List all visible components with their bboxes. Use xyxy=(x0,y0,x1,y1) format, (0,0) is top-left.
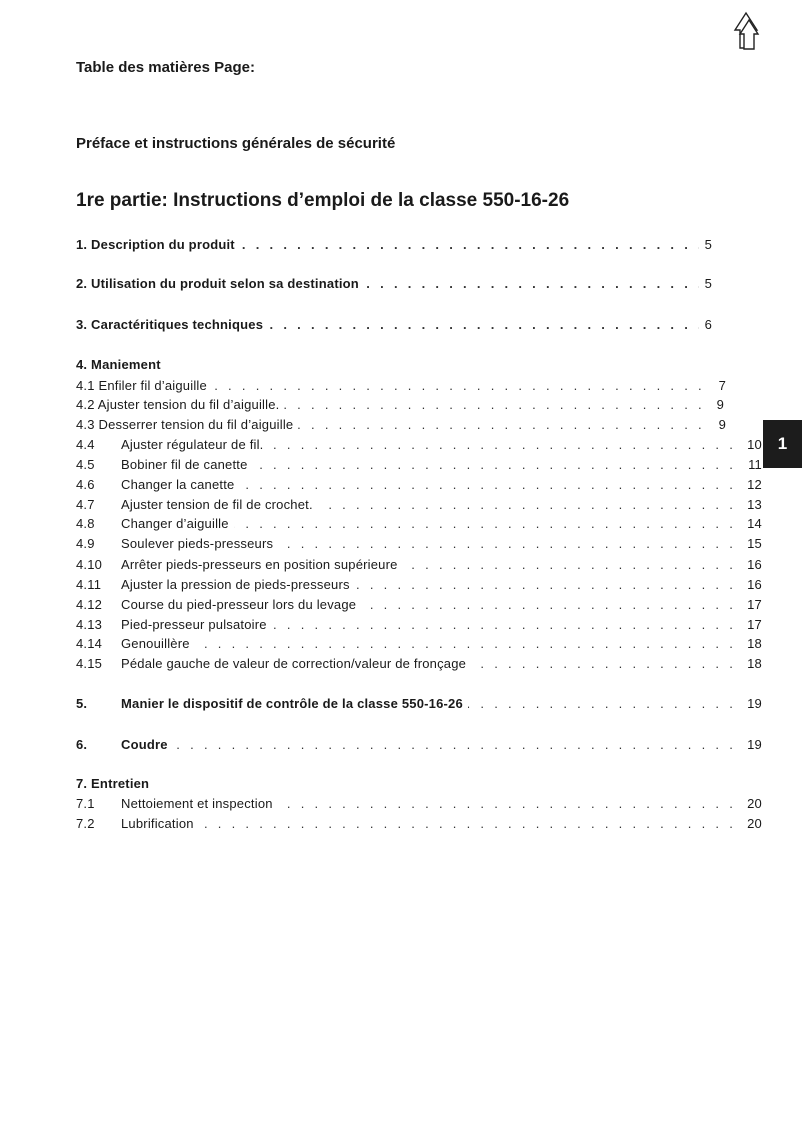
toc-entry-label: Changer la canette xyxy=(121,476,239,494)
page-up-arrow-icon[interactable] xyxy=(733,10,761,50)
toc-entry-page: 11 xyxy=(742,456,762,474)
toc-entry-4-8[interactable] xyxy=(76,515,762,533)
toc-entry-label: 2. Utilisation du produit selon sa destination xyxy=(76,275,364,293)
toc-entry-page: 18 xyxy=(741,655,762,673)
toc-entry-label: Nettoiement et inspection xyxy=(121,795,278,813)
leader-dots xyxy=(121,635,762,653)
toc-entry-page: 15 xyxy=(741,535,762,553)
toc-entry-4-4[interactable] xyxy=(76,436,762,454)
toc-entry-page: 6 xyxy=(699,316,712,334)
toc-entry-page: 9 xyxy=(713,416,726,434)
toc-entry-label: Ajuster tension de fil de crochet. xyxy=(121,496,318,514)
toc-entry-label: Pied-presseur pulsatoire xyxy=(121,616,272,634)
preface-heading: Préface et instructions générales de sécurité xyxy=(76,135,396,152)
toc-entry-label: Lubrification xyxy=(121,815,199,833)
toc-entry-4-2[interactable] xyxy=(76,396,724,414)
toc-entry-number: 4.5 xyxy=(76,457,95,472)
toc-entry-page: 17 xyxy=(741,596,762,614)
toc-entry-label: 4.1 Enfiler fil d’aiguille xyxy=(76,377,212,395)
toc-entry-number: 7.2 xyxy=(76,816,95,831)
toc-entry-4-3[interactable] xyxy=(76,416,726,434)
toc-entry-number: 4.8 xyxy=(76,516,95,531)
toc-entry-number: 4.10 xyxy=(76,557,103,572)
toc-entry-2[interactable] xyxy=(76,275,712,293)
toc-entry-number: 6. xyxy=(76,737,88,752)
toc-entry-page: 16 xyxy=(741,556,762,574)
part-heading: 1re partie: Instructions d’emploi de la classe 550-16-26 xyxy=(76,190,570,211)
toc-entry-6[interactable] xyxy=(76,736,762,754)
toc-entry-page: 17 xyxy=(741,616,762,634)
section-7-heading: 7. Entretien xyxy=(76,776,150,791)
toc-entry-label: Course du pied-presseur lors du levage xyxy=(121,596,361,614)
toc-entry-label: Coudre xyxy=(121,736,173,754)
toc-entry-number: 4.7 xyxy=(76,497,95,512)
toc-entry-page: 19 xyxy=(741,695,762,713)
toc-entry-page: 19 xyxy=(741,736,762,754)
toc-entry-1[interactable] xyxy=(76,236,712,254)
toc-entry-number: 4.15 xyxy=(76,656,103,671)
toc-entry-number: 4.14 xyxy=(76,636,103,651)
leader-dots xyxy=(121,815,762,833)
toc-entry-label: 3. Caractéritiques techniques xyxy=(76,316,268,334)
toc-entry-label: 4.3 Desserrer tension du fil d’aiguille xyxy=(76,416,298,434)
toc-entry-4-15[interactable] xyxy=(76,655,762,673)
toc-entry-4-7[interactable] xyxy=(76,496,762,514)
toc-entry-page: 13 xyxy=(741,496,762,514)
toc-entry-page: 10 xyxy=(741,436,762,454)
toc-entry-number: 4.13 xyxy=(76,617,103,632)
toc-entry-number: 4.9 xyxy=(76,536,95,551)
toc-entry-4-11[interactable] xyxy=(76,576,762,594)
toc-entry-4-1[interactable] xyxy=(76,377,726,395)
toc-entry-page: 20 xyxy=(741,795,762,813)
toc-entry-5[interactable] xyxy=(76,695,762,713)
toc-entry-number: 4.11 xyxy=(76,577,102,592)
chapter-tab: 1 xyxy=(763,420,802,468)
toc-entry-4-5[interactable] xyxy=(76,456,762,474)
toc-entry-page: 5 xyxy=(699,275,712,293)
toc-entry-page: 12 xyxy=(741,476,762,494)
toc-entry-label: Changer d’aiguille xyxy=(121,515,234,533)
toc-entry-label: Bobiner fil de canette xyxy=(121,456,253,474)
toc-entry-label: 4.2 Ajuster tension du fil d’aiguille. xyxy=(76,396,284,414)
toc-entry-number: 5. xyxy=(76,696,88,711)
toc-entry-4-13[interactable] xyxy=(76,616,762,634)
toc-entry-number: 7.1 xyxy=(76,796,95,811)
toc-entry-7-2[interactable] xyxy=(76,815,762,833)
toc-title: Table des matières Page: xyxy=(76,59,255,76)
toc-entry-label: Arrêter pieds-presseurs en position supérieure xyxy=(121,556,403,574)
toc-entry-4-14[interactable] xyxy=(76,635,762,653)
leader-dots xyxy=(121,736,762,754)
toc-entry-4-9[interactable] xyxy=(76,535,762,553)
toc-entry-7-1[interactable] xyxy=(76,795,762,813)
toc-entry-number: 4.4 xyxy=(76,437,95,452)
toc-entry-label: Ajuster régulateur de fil. xyxy=(121,436,269,454)
section-4-heading: 4. Maniement xyxy=(76,357,161,372)
toc-entry-4-6[interactable] xyxy=(76,476,762,494)
toc-entry-label: 1. Description du produit xyxy=(76,236,240,254)
toc-entry-4-12[interactable] xyxy=(76,596,762,614)
toc-entry-3[interactable] xyxy=(76,316,712,334)
toc-entry-page: 18 xyxy=(741,635,762,653)
toc-entry-number: 4.12 xyxy=(76,597,103,612)
toc-entry-number: 4.6 xyxy=(76,477,95,492)
toc-entry-label: Soulever pieds-presseurs xyxy=(121,535,278,553)
toc-entry-page: 20 xyxy=(741,815,762,833)
toc-entry-page: 9 xyxy=(711,396,724,414)
toc-entry-page: 7 xyxy=(713,377,726,395)
toc-entry-label: Genouillère xyxy=(121,635,195,653)
toc-entry-4-10[interactable] xyxy=(76,556,762,574)
toc-entry-label: Pédale gauche de valeur de correction/valeur de fronçage xyxy=(121,655,471,673)
toc-entry-label: Manier le dispositif de contrôle de la classe 550-16-26 xyxy=(121,695,468,713)
toc-entry-page: 16 xyxy=(741,576,762,594)
toc-entry-label: Ajuster la pression de pieds-presseurs xyxy=(121,576,355,594)
toc-entry-page: 14 xyxy=(741,515,762,533)
toc-entry-page: 5 xyxy=(699,236,712,254)
